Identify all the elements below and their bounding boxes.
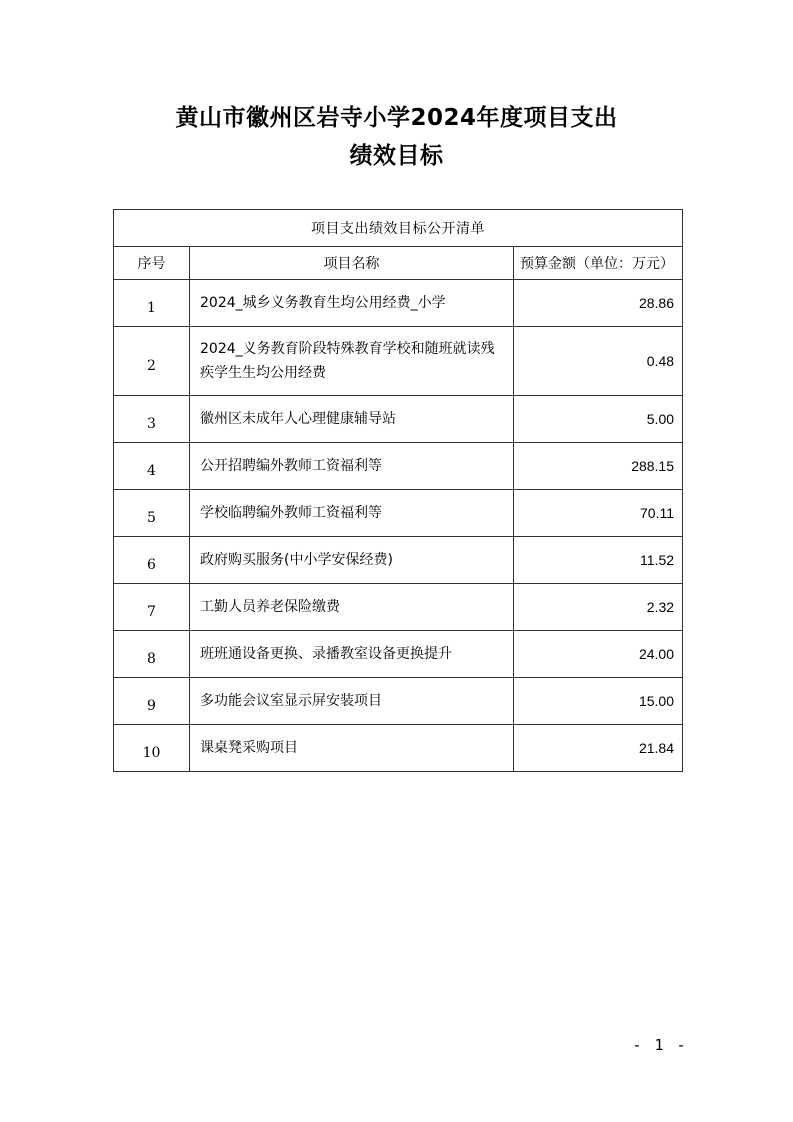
table-row	[114, 490, 683, 537]
row-amount: 11.52	[514, 537, 683, 584]
table-row	[114, 678, 683, 725]
row-name: 2024_城乡义务教育生均公用经费_小学	[190, 280, 514, 327]
document-title-line-1: 黄山市徽州区岩寺小学2024年度项目支出	[175, 105, 618, 131]
table-row	[114, 280, 683, 327]
row-amount: 2.32	[514, 584, 683, 631]
table-caption: 项目支出绩效目标公开清单	[114, 210, 683, 247]
column-header-amount: 预算金额（单位：万元）	[514, 247, 683, 280]
row-name: 班班通设备更换、录播教室设备更换提升	[190, 631, 514, 678]
row-amount: 28.86	[514, 280, 683, 327]
row-no: 7	[114, 584, 190, 631]
project-list-table	[113, 209, 683, 772]
row-name: 2024_义务教育阶段特殊教育学校和随班就读残疾学生生均公用经费	[190, 327, 514, 396]
row-no: 1	[114, 280, 190, 327]
row-name: 学校临聘编外教师工资福利等	[190, 490, 514, 537]
row-name: 政府购买服务(中小学安保经费)	[190, 537, 514, 584]
row-no: 2	[114, 327, 190, 396]
row-amount: 24.00	[514, 631, 683, 678]
row-amount: 15.00	[514, 678, 683, 725]
table-row	[114, 631, 683, 678]
table-row	[114, 443, 683, 490]
row-amount: 21.84	[514, 725, 683, 772]
table-caption-row	[114, 210, 683, 247]
table-row	[114, 537, 683, 584]
table-row	[114, 327, 683, 396]
row-amount: 5.00	[514, 396, 683, 443]
row-name: 多功能会议室显示屏安装项目	[190, 678, 514, 725]
table-row	[114, 725, 683, 772]
row-name: 工勤人员养老保险缴费	[190, 584, 514, 631]
row-no: 10	[114, 725, 190, 772]
page-number: - 1 -	[632, 1036, 688, 1054]
column-header-no: 序号	[114, 247, 190, 280]
table-row	[114, 396, 683, 443]
row-amount: 288.15	[514, 443, 683, 490]
row-no: 8	[114, 631, 190, 678]
row-name: 课桌凳采购项目	[190, 725, 514, 772]
document-title-line-2: 绩效目标	[349, 143, 444, 169]
row-amount: 70.11	[514, 490, 683, 537]
row-no: 4	[114, 443, 190, 490]
table-header-row	[114, 247, 683, 280]
row-name: 公开招聘编外教师工资福利等	[190, 443, 514, 490]
row-no: 9	[114, 678, 190, 725]
column-header-name: 项目名称	[190, 247, 514, 280]
row-amount: 0.48	[514, 327, 683, 396]
row-no: 3	[114, 396, 190, 443]
row-no: 5	[114, 490, 190, 537]
row-no: 6	[114, 537, 190, 584]
row-name: 徽州区未成年人心理健康辅导站	[190, 396, 514, 443]
table-row	[114, 584, 683, 631]
